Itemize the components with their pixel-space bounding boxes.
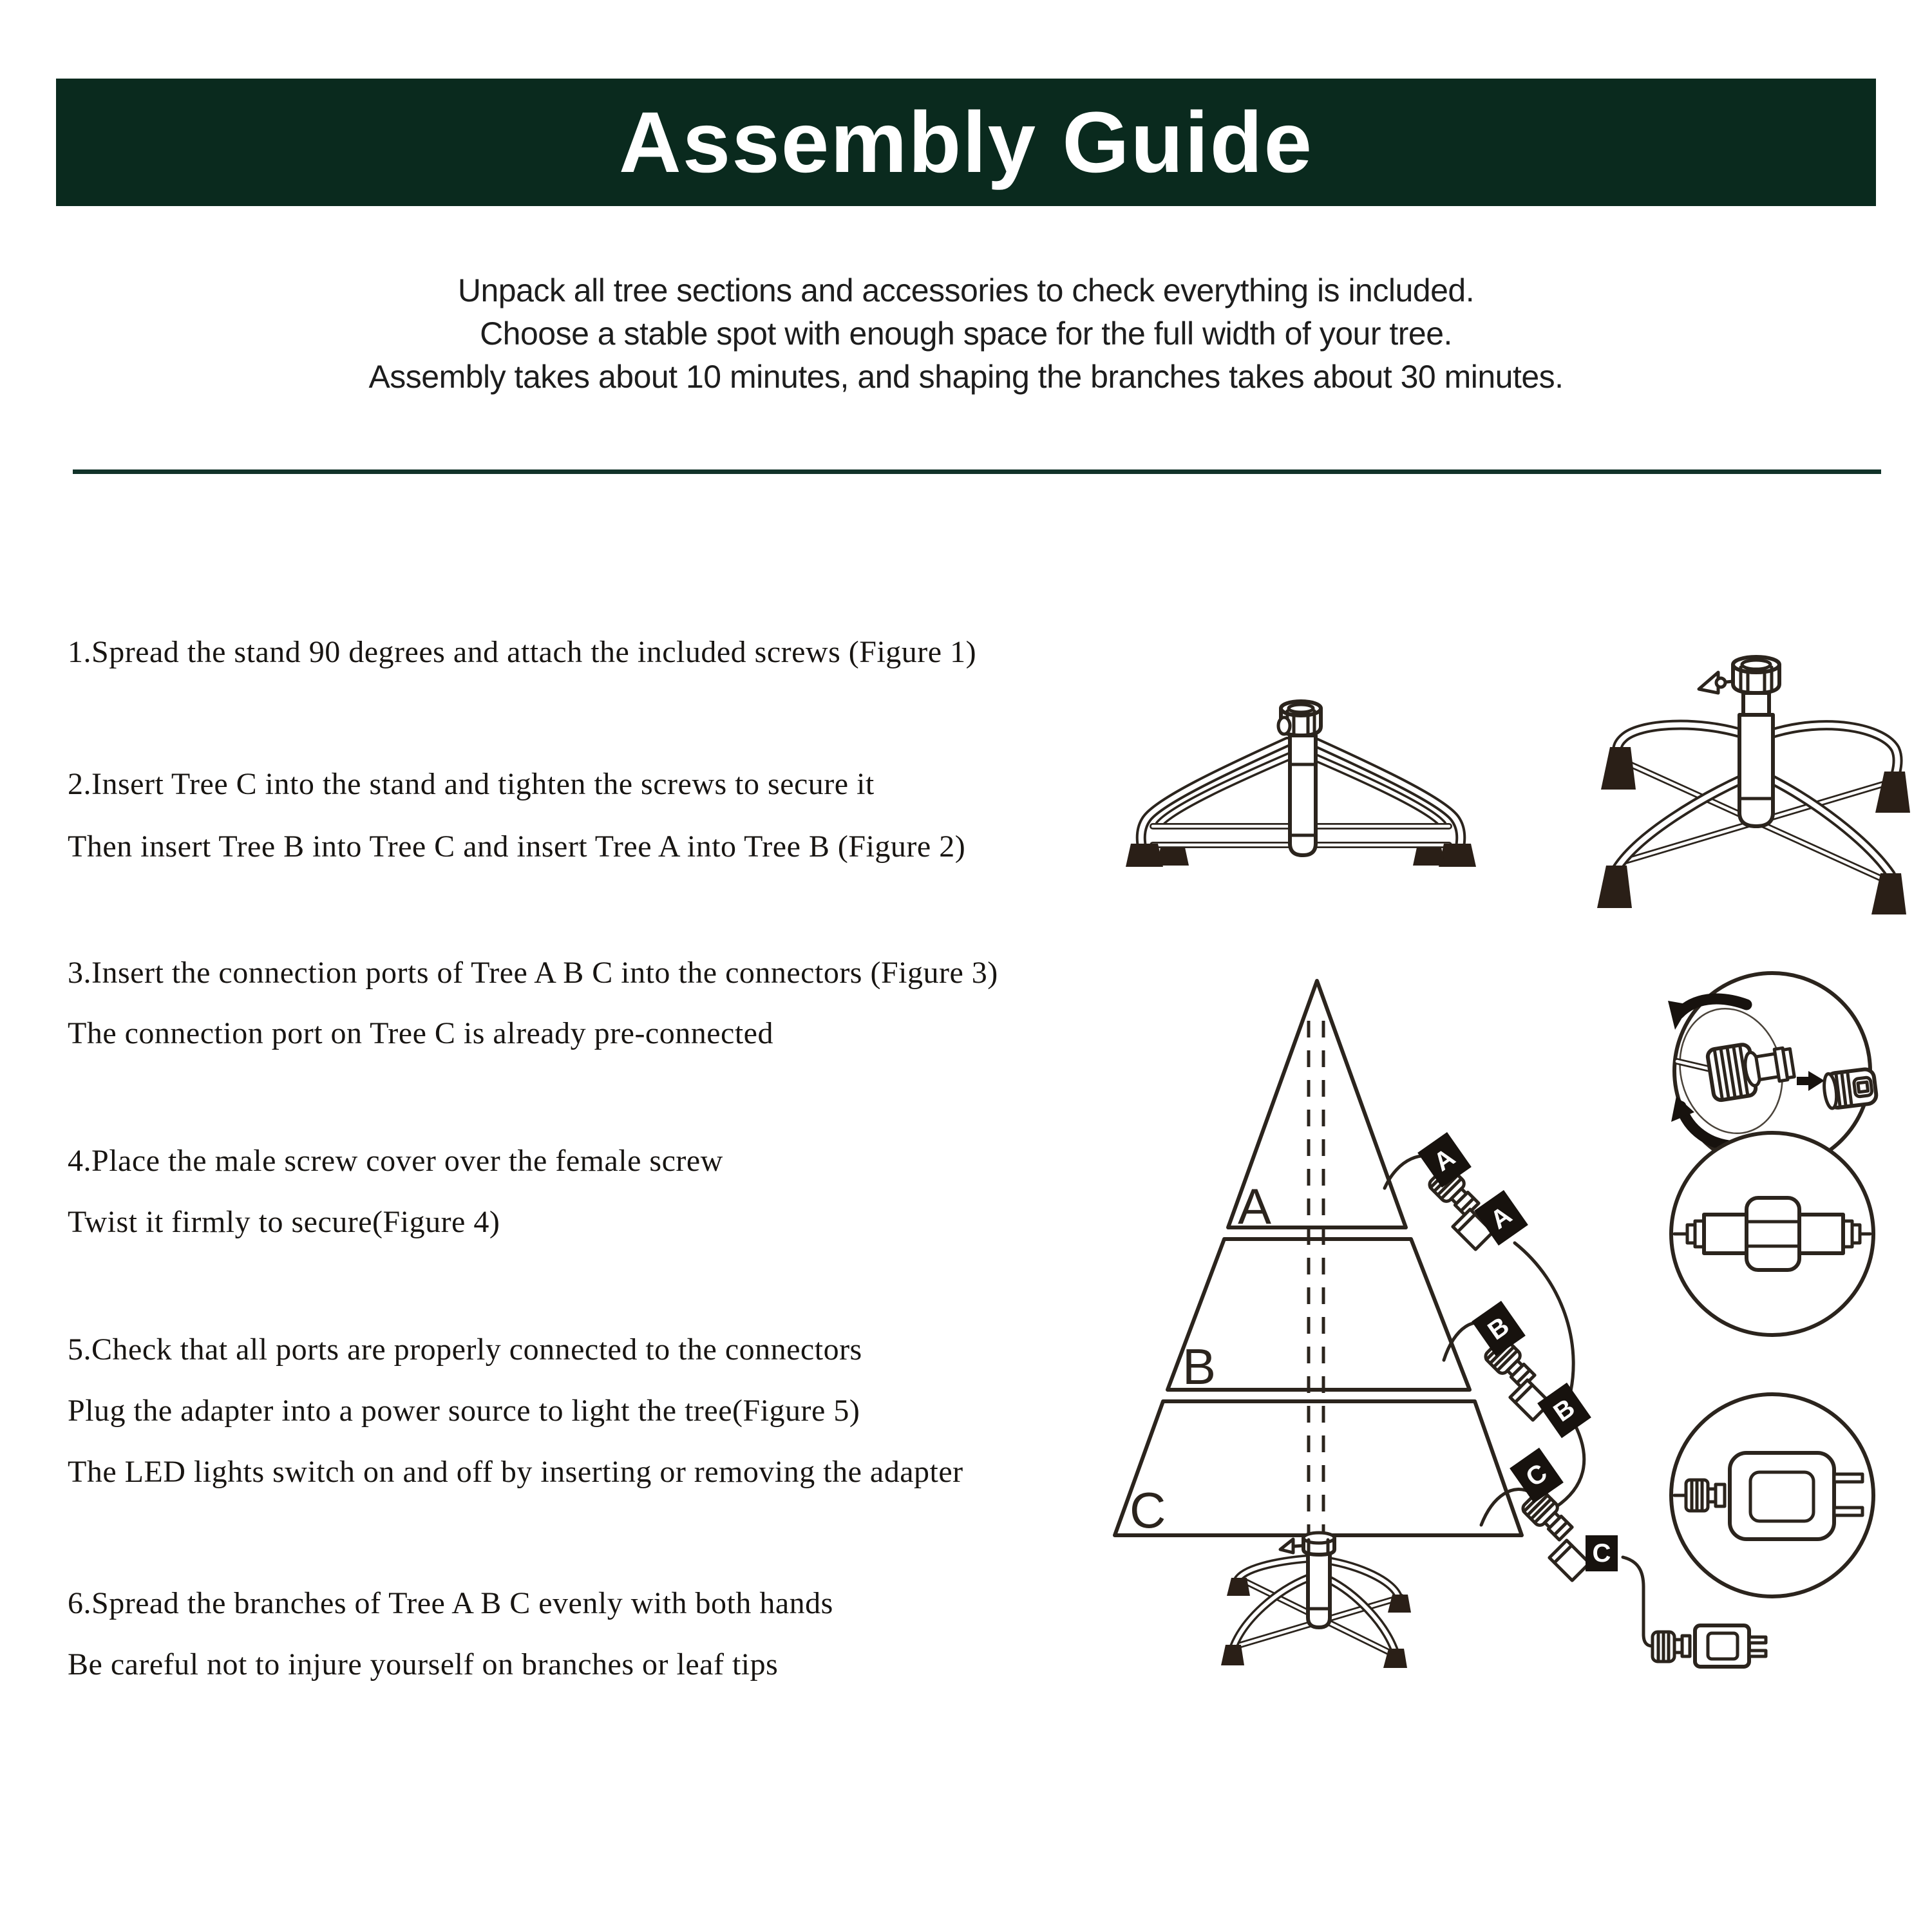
intro-paragraph bbox=[0, 269, 1932, 399]
step-3-line-1: 3.Insert the connection ports of Tree A B C into the connectors (Figure 3) bbox=[68, 956, 998, 990]
tree-stand-small-illustration bbox=[1221, 1533, 1411, 1668]
intro-line: Choose a stable spot with enough space for the full width of your tree. bbox=[480, 316, 1452, 352]
step-2-line-1: 2.Insert Tree C into the stand and tighten the screws to secure it bbox=[68, 767, 875, 801]
step-4-line-1: 4.Place the male screw cover over the female screw bbox=[68, 1144, 723, 1178]
step-6-line-2: Be careful not to injure yourself on branches or leaf tips bbox=[68, 1647, 779, 1681]
page-title: Assembly Guide bbox=[618, 94, 1313, 191]
intro-line: Unpack all tree sections and accessories to check everything is included. bbox=[457, 272, 1475, 308]
figure1-folded-stand-illustration bbox=[1126, 701, 1476, 867]
step-4-line-2: Twist it firmly to secure(Figure 4) bbox=[68, 1205, 500, 1239]
detail-circle-adapter-illustration bbox=[1671, 1394, 1873, 1596]
intro-line: Assembly takes about 10 minutes, and shaping the branches takes about 30 minutes. bbox=[368, 359, 1564, 395]
tree-section-label-b: B bbox=[1182, 1338, 1217, 1395]
tree-diagram-illustration bbox=[1115, 981, 1522, 1543]
step-1-line-1: 1.Spread the stand 90 degrees and attach the included screws (Figure 1) bbox=[68, 635, 977, 669]
power-plug-illustration bbox=[1653, 1625, 1766, 1667]
step-5-line-1: 5.Check that all ports are properly connected to the connectors bbox=[68, 1332, 862, 1367]
header-bar bbox=[56, 79, 1876, 206]
step-3-line-2: The connection port on Tree C is already pre-connected bbox=[68, 1016, 773, 1050]
cable-tag-a-lower: A bbox=[1474, 1190, 1528, 1245]
step-5-line-3: The LED lights switch on and off by inserting or removing the adapter bbox=[68, 1455, 963, 1489]
cable-tag-b-upper: B bbox=[1472, 1301, 1526, 1356]
cable-tag-c-lower: C bbox=[1586, 1535, 1618, 1571]
cable-tag-a-upper: A bbox=[1417, 1132, 1472, 1188]
step-5-line-2: Plug the adapter into a power source to light the tree(Figure 5) bbox=[68, 1394, 860, 1428]
divider-line bbox=[73, 469, 1881, 474]
step-6-line-1: 6.Spread the branches of Tree A B C evenly with both hands bbox=[68, 1586, 833, 1620]
cable-tag-c-upper: C bbox=[1510, 1448, 1564, 1503]
tree-section-label-c: C bbox=[1130, 1482, 1166, 1539]
detail-circle-joined-illustration bbox=[1671, 1133, 1873, 1335]
figure2-spread-stand-illustration bbox=[1597, 657, 1910, 914]
illustrations bbox=[1088, 631, 1932, 1739]
cable-tag-b-lower: B bbox=[1537, 1383, 1591, 1438]
step-2-line-2: Then insert Tree B into Tree C and insert Tree A into Tree B (Figure 2) bbox=[68, 829, 966, 864]
tree-section-label-a: A bbox=[1238, 1178, 1272, 1235]
